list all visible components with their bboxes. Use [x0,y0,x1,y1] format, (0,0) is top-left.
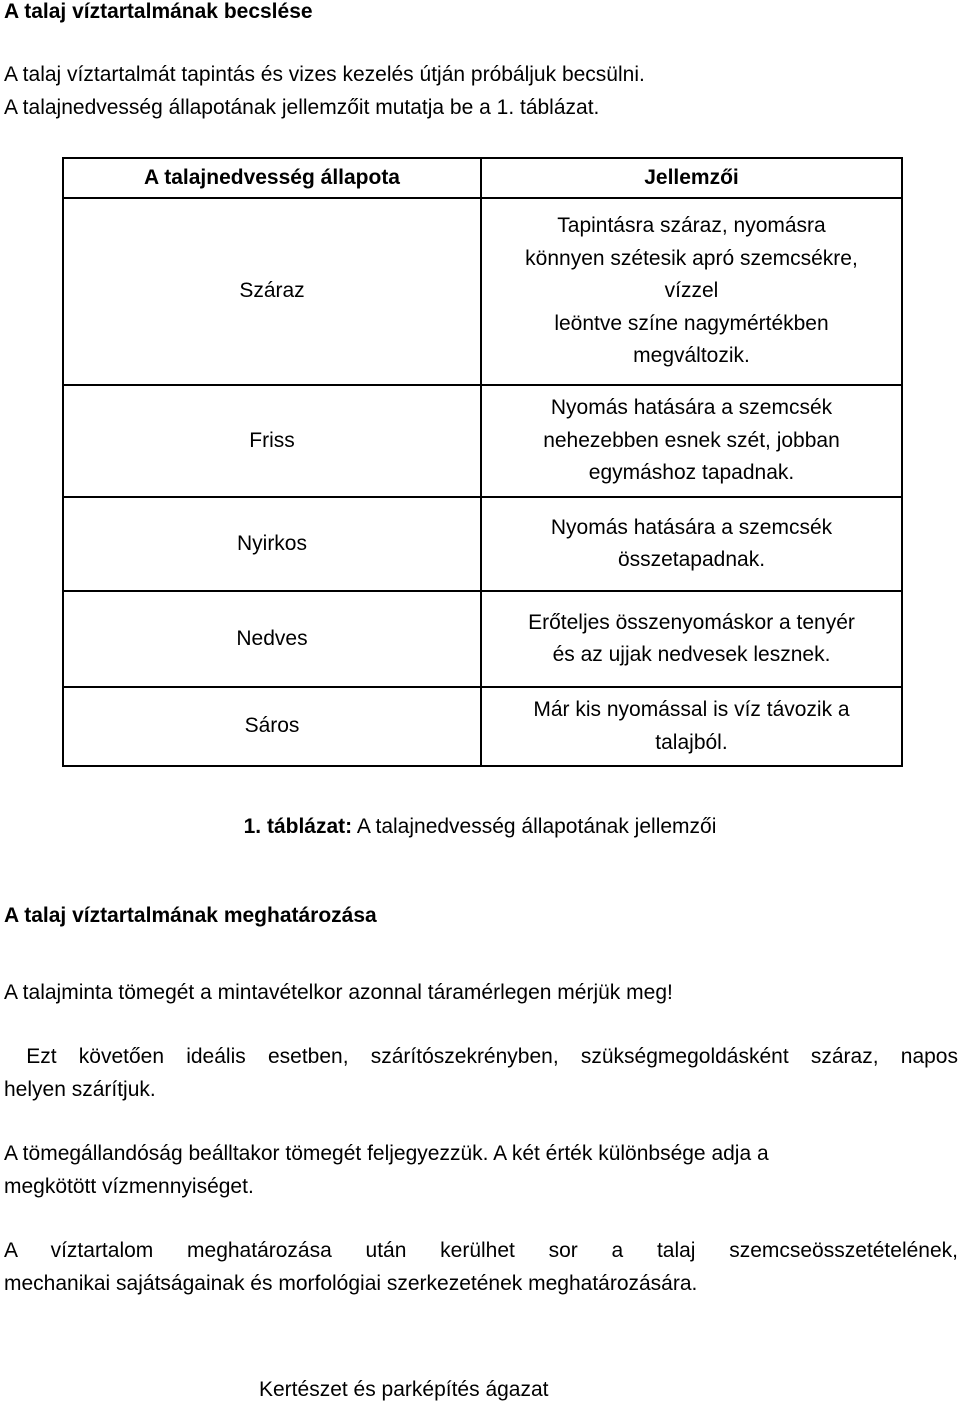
desc-line: nehezebben esnek szét, jobban [543,428,840,452]
desc-cell [481,687,902,766]
desc-line: könnyen szétesik apró szemcsékre, [525,246,858,270]
desc-line: Nyomás hatására a szemcsék [550,515,833,539]
desc-line: és az ujjak nedvesek lesznek. [552,643,831,666]
caption-label: 1. táblázat: [243,815,353,838]
paragraph-4-line-2: mechanikai sajátságainak és morfológiai szerkezetének meghatározására. [4,1272,698,1295]
desc-line: megváltozik. [633,344,750,368]
desc-line: vízzel [664,279,719,303]
paragraph-1: A talajminta tömegét a mintavételkor azonnal táramérlegen mérjük meg! [4,981,673,1004]
desc-line: leöntve színe nagymértékben [554,311,829,335]
desc-line: Erőteljes összenyomáskor a tenyér [528,610,855,634]
desc-cell [481,385,902,497]
moisture-table [62,157,903,767]
paragraph-3-line-1: A tömegállandóság beálltakor tömegét feljegyezzük. A két érték különbsége adja a [4,1142,769,1165]
state-cell: Nyirkos [63,497,481,591]
table-row [63,687,902,766]
document-heading: A talaj víztartalmának becslése [4,0,313,23]
desc-line: talajból. [655,730,728,754]
desc-cell [481,198,902,385]
desc-line: Nyomás hatására a szemcsék [550,396,833,420]
paragraph-3-line-2: megkötött vízmennyiséget. [4,1175,254,1198]
table-row [63,385,902,497]
intro-line-2: A talajnedvesség állapotának jellemzőit mutatja be a 1. táblázat. [4,96,600,119]
desc-line: egymáshoz tapadnak. [588,461,795,485]
caption-text: A talajnedvesség állapotának jellemzői [352,815,717,838]
state-cell: Nedves [63,591,481,687]
desc-cell [481,591,902,687]
table-caption [0,810,960,843]
page-footer: Kertészet és parképítés ágazat [259,1378,549,1401]
state-cell: Sáros [63,687,481,766]
desc-cell [481,497,902,591]
intro-line-1: A talaj víztartalmát tapintás és vizes kezelés útján próbáljuk becsülni. [4,63,645,86]
paragraph-2-line-2: helyen szárítjuk. [4,1078,156,1101]
state-cell: Friss [63,385,481,497]
paragraph-2 [4,1040,958,1106]
desc-line: összetapadnak. [617,548,766,571]
header-state: A talajnedvesség állapota [63,158,481,198]
paragraph-3 [4,1137,958,1203]
table-row [63,497,902,591]
header-characteristics: Jellemzői [481,158,902,198]
state-cell: Száraz [63,198,481,385]
table-row [63,198,902,385]
intro-paragraph [4,58,904,124]
table-header-row [63,158,902,198]
paragraph-4 [4,1234,958,1300]
paragraph-4-line-1: A víztartalom meghatározása után kerülhet sor a talaj szemcseösszetételének, [4,1239,958,1262]
desc-line: Tapintásra száraz, nyomásra [557,214,826,238]
table-row [63,591,902,687]
desc-line: Már kis nyomással is víz távozik a [533,698,850,721]
paragraph-2-line-1: Ezt követően ideális esetben, szárítószekrényben, szükségmegoldásként száraz, napos [4,1045,958,1068]
section-heading: A talaj víztartalmának meghatározása [4,904,377,927]
